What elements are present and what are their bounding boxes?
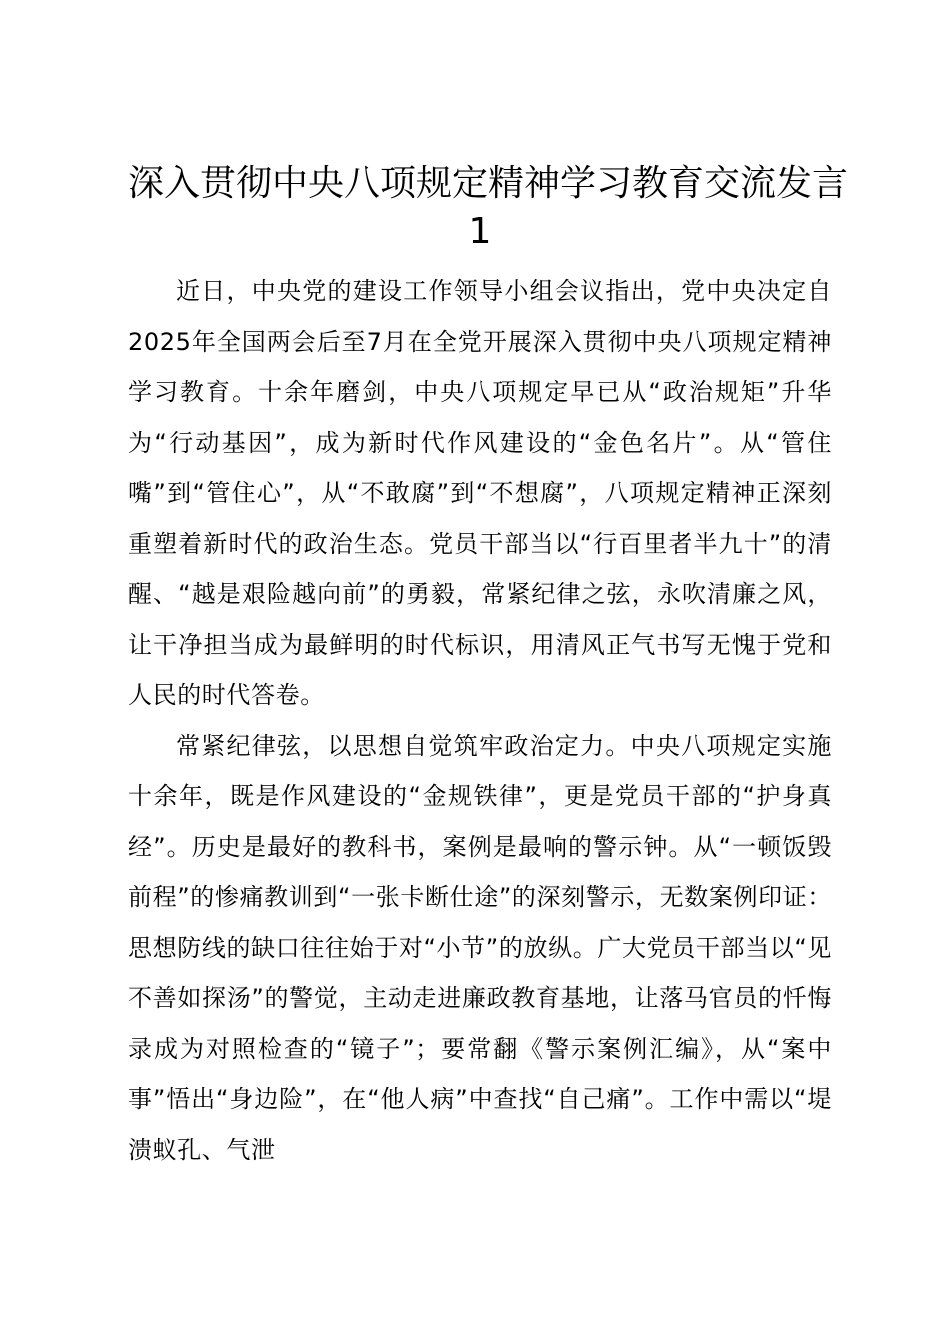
document-page: [128, 160, 849, 1175]
body-paragraph-2: 常紧纪律弦，以思想自觉筑牢政治定力。中央八项规定实施十余年，既是作风建设的“金规铁律”，更是党员干部的“护身真经”。历史是最好的教科书，案例是最响的警示钟。从“一顿饭毁前程”的惨痛教训到“一张卡断仕途”的深刻警示，无数案例印证：思想防线的缺口往往始于对“小节”的放纵。广大党员干部当以“见不善如探汤”的警觉，主动走进廉政教育基地，让落马官员的忏悔录成为对照检查的“镜子”；要常翻《警示案例汇编》，从“案中事”悟出“身边险”，在“他人病”中查找“自己痛”。工作中需以“堤溃蚁孔、气泄: [128, 731, 832, 1164]
document-title-line-1: 深入贯彻中央八项规定精神学习教育交流发言: [128, 163, 849, 204]
document-title: [128, 160, 849, 256]
body-paragraph-1: 近日，中央党的建设工作领导小组会议指出，党中央决定自2025年全国两会后至7月在全党开展深入贯彻中央八项规定精神学习教育。十余年磨剑，中央八项规定早已从“政治规矩”升华为“行动基因”，成为新时代作风建设的“金色名片”。从“管住嘴”到“管住心”，从“不敢腐”到“不想腐”，八项规定精神正深刻重塑着新时代的政治生态。党员干部当以“行百里者半九十”的清醒、“越是艰险越向前”的勇毅，常紧纪律之弦，永吹清廉之风，让干净担当成为最鲜明的时代标识，用清风正气书写无愧于党和人民的时代答卷。: [128, 277, 832, 709]
document-title-line-2: 1: [468, 211, 492, 252]
